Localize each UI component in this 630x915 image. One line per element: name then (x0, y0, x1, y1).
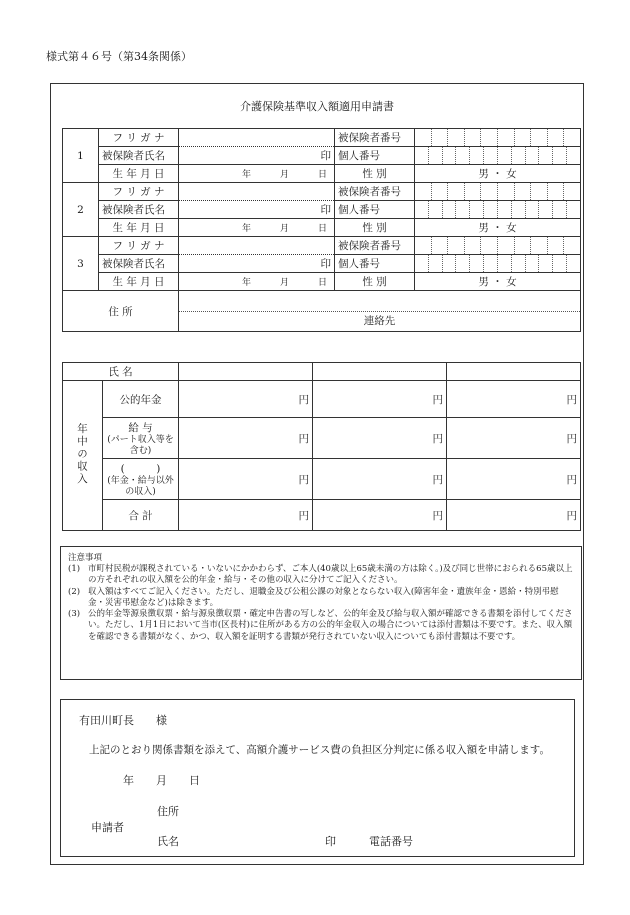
note-item (68, 564, 574, 586)
yen-unit: 円 (432, 473, 443, 486)
yen-unit: 円 (432, 393, 443, 406)
income-amount-cell[interactable] (313, 418, 447, 459)
applicant-seal: 印 (325, 835, 336, 848)
income-amount-cell[interactable] (313, 381, 447, 418)
income-amount-cell[interactable] (447, 459, 581, 500)
note-number: (1) (68, 564, 81, 575)
birth-input[interactable] (179, 219, 335, 237)
income-row-label: 公的年金 (103, 381, 179, 418)
application-box (60, 699, 575, 857)
insured-name-input[interactable] (179, 147, 335, 165)
insured-name-input[interactable] (179, 255, 335, 273)
income-amount-cell[interactable] (179, 459, 313, 500)
yen-unit: 円 (566, 509, 577, 522)
income-table (62, 362, 581, 531)
seal-mark: 印 (320, 150, 331, 162)
income-amount-cell[interactable] (313, 459, 447, 500)
insured-number-label: 被保険者番号 (335, 129, 415, 147)
note-number: (3) (68, 609, 81, 620)
address-label: 住 所 (63, 291, 179, 332)
birth-input[interactable] (179, 165, 335, 183)
personal-number-label: 個人番号 (335, 255, 415, 273)
income-amount-cell[interactable] (313, 500, 447, 531)
insured-name-label: 被保険者氏名 (99, 201, 179, 219)
insured-name-label: 被保険者氏名 (99, 147, 179, 165)
insured-persons-table (62, 128, 581, 332)
applicant-name-label: 氏名 (157, 835, 179, 848)
income-amount-cell[interactable] (179, 381, 313, 418)
income-row-label: 合 計 (103, 500, 179, 531)
note-number: (2) (68, 586, 81, 597)
furigana-label: フ リ ガ ナ (99, 183, 179, 201)
note-text: 公的年金等源泉徴収票・給与源泉徴収票・確定申告書の写しなど、公的年金及び給与収入額が確認できる書類を添付してください。ただし、1月1日において当市(区長村)に住所がある方の公的年金収入の場合については添付書類は不要です。また、収入額を確認できる書類がなく、かつ、収入額を証明する書類が発行されていない収入についても添付書類は不要です。 (88, 609, 573, 642)
insured-number-label: 被保険者番号 (335, 237, 415, 255)
yen-unit: 円 (566, 473, 577, 486)
income-side-label: 年中の収入 (63, 381, 103, 531)
personal-number-label: 個人番号 (335, 201, 415, 219)
gender-label: 性 別 (335, 273, 415, 291)
form-title: 介護保険基準収入額適用申請書 (240, 100, 394, 113)
personal-number-label: 個人番号 (335, 147, 415, 165)
form-code: 様式第４６号（第34条関係） (46, 50, 192, 63)
application-date[interactable]: 年 月 日 (123, 774, 200, 787)
insured-number-input[interactable] (415, 237, 581, 255)
person-number: 3 (63, 237, 99, 291)
yen-unit: 円 (432, 509, 443, 522)
yen-unit: 円 (298, 432, 309, 445)
day-label: 日 (317, 170, 327, 180)
insured-name-input[interactable] (179, 201, 335, 219)
income-amount-cell[interactable] (447, 500, 581, 531)
yen-unit: 円 (298, 509, 309, 522)
person-number: 1 (63, 129, 99, 183)
income-name-cell[interactable] (313, 363, 447, 381)
application-statement: 上記のとおり関係書類を添えて、高額介護サービス費の負担区分判定に係る収入額を申請します。 (89, 744, 550, 756)
furigana-input[interactable] (179, 129, 335, 147)
yen-unit: 円 (432, 432, 443, 445)
birth-label: 生 年 月 日 (99, 273, 179, 291)
insured-name-label: 被保険者氏名 (99, 255, 179, 273)
note-text: 収入額はすべてご記入ください。ただし、退職金及び公租公課の対象とならない収入(障害年金・遺族年金・恩給・特別弔慰金・災害弔慰金など)は除きます。 (88, 586, 559, 608)
income-amount-cell[interactable] (179, 418, 313, 459)
phone-label: 電話番号 (369, 835, 413, 848)
address-cell[interactable] (179, 291, 581, 332)
note-item (68, 587, 574, 609)
contact-label: 連絡先 (363, 315, 396, 327)
income-amount-cell[interactable] (179, 500, 313, 531)
yen-unit: 円 (298, 393, 309, 406)
furigana-input[interactable] (179, 183, 335, 201)
furigana-label: フ リ ガ ナ (99, 237, 179, 255)
income-amount-cell[interactable] (447, 381, 581, 418)
furigana-input[interactable] (179, 237, 335, 255)
personal-number-input[interactable] (415, 201, 581, 219)
gender-label: 性 別 (335, 219, 415, 237)
yen-unit: 円 (298, 473, 309, 486)
applicant-address-label: 住所 (157, 805, 179, 818)
note-text: 市町村民税が課税されている・いないにかかわらず、ご本人(40歳以上65歳未満の方は除く。)及び同じ世帯におられる65歳以上の方それぞれの収入額を公的年金・給与・その他の収入に分けてご記入ください。 (88, 564, 573, 586)
furigana-label: フ リ ガ ナ (99, 129, 179, 147)
yen-unit: 円 (566, 432, 577, 445)
person-number: 2 (63, 183, 99, 237)
personal-number-input[interactable] (415, 147, 581, 165)
day-label: 日 (317, 278, 327, 288)
month-label: 月 (279, 170, 289, 180)
year-label: 年 (242, 278, 252, 288)
income-row-label: ( ) (年金・給与以外の収入) (103, 459, 179, 500)
insured-number-label: 被保険者番号 (335, 183, 415, 201)
income-amount-cell[interactable] (447, 418, 581, 459)
note-item (68, 609, 574, 643)
month-label: 月 (279, 224, 289, 234)
year-label: 年 (242, 170, 252, 180)
income-row-label: 給 与 (パート収入等を含む) (103, 418, 179, 459)
applicant-label: 申請者 (91, 821, 124, 834)
income-name-label: 氏 名 (63, 363, 179, 381)
birth-input[interactable] (179, 273, 335, 291)
day-label: 日 (317, 224, 327, 234)
income-name-cell[interactable] (179, 363, 313, 381)
birth-label: 生 年 月 日 (99, 219, 179, 237)
month-label: 月 (279, 278, 289, 288)
seal-mark: 印 (320, 258, 331, 270)
gender-options[interactable]: 男 ・ 女 (415, 219, 581, 237)
addressee: 有田川町長 様 (79, 714, 167, 727)
notes-heading: 注意事項 (68, 553, 103, 563)
seal-mark: 印 (320, 204, 331, 216)
gender-options[interactable]: 男 ・ 女 (415, 273, 581, 291)
yen-unit: 円 (566, 393, 577, 406)
insured-number-input[interactable] (415, 183, 581, 201)
year-label: 年 (242, 224, 252, 234)
notes-box (60, 546, 582, 680)
income-name-cell[interactable] (447, 363, 581, 381)
insured-number-input[interactable] (415, 129, 581, 147)
birth-label: 生 年 月 日 (99, 165, 179, 183)
gender-label: 性 別 (335, 165, 415, 183)
personal-number-input[interactable] (415, 255, 581, 273)
gender-options[interactable]: 男 ・ 女 (415, 165, 581, 183)
